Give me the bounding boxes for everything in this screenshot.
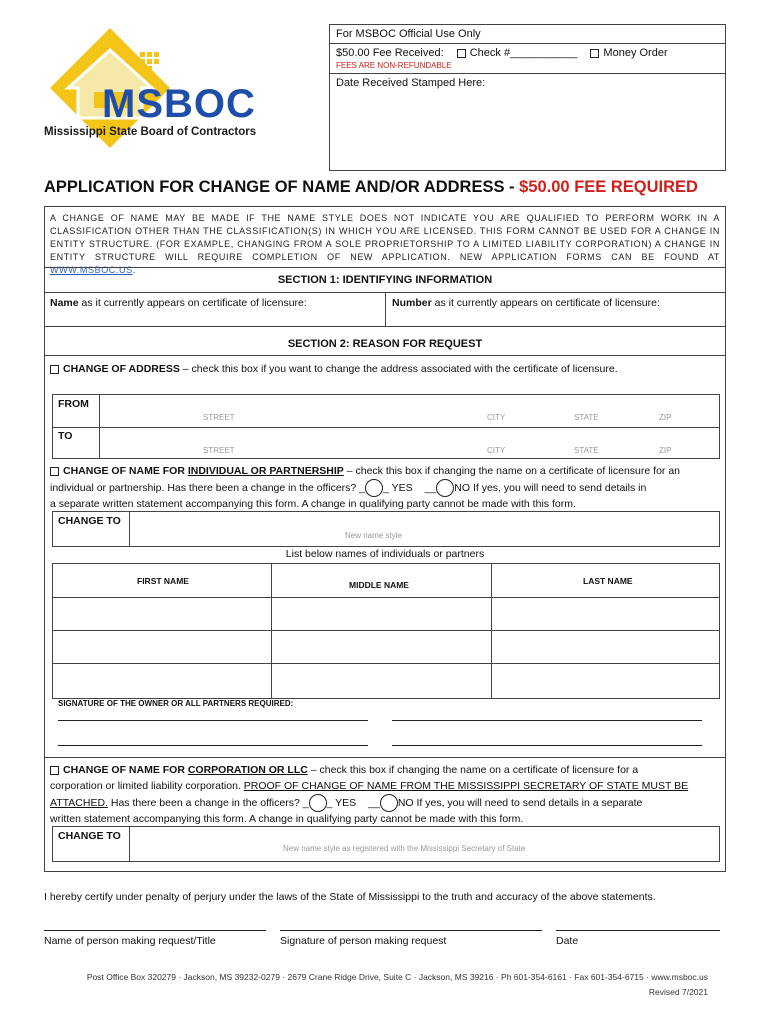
intro-end: . — [132, 265, 136, 275]
to-street-label: STREET — [203, 446, 235, 455]
signature-line-2[interactable] — [392, 712, 702, 721]
money-order-checkbox[interactable] — [590, 49, 599, 58]
divider — [44, 757, 726, 758]
fee-line — [330, 44, 725, 59]
corp-no-label: NO If yes, you will need to send details in a separate — [397, 796, 643, 809]
address-bold: CHANGE OF ADDRESS — [63, 363, 180, 375]
individual-no-radio[interactable] — [436, 479, 454, 497]
middle-name-header: MIDDLE NAME — [349, 580, 409, 590]
corp-change-to-label: CHANGE TO — [58, 830, 121, 842]
corp-line2a: corporation or limited liability corporation. — [50, 779, 244, 792]
individual-yes-radio[interactable] — [365, 479, 383, 497]
corp-new-name-input[interactable] — [130, 827, 718, 841]
logo-subtitle: Mississippi State Board of Contractors — [44, 126, 257, 138]
money-order-label: Money Order — [603, 47, 668, 59]
certify-text: I hereby certify under penalty of perjury under the laws of the State of Mississippi to the truth and accuracy of the above statements. — [44, 891, 656, 903]
check-checkbox[interactable] — [457, 49, 466, 58]
official-use-box — [329, 24, 726, 171]
corp-underline: CORPORATION OR LLC — [187, 764, 308, 776]
number-rest: as it currently appears on certificate of licensure: — [431, 297, 660, 309]
fee-label: $50.00 Fee Received: — [336, 47, 444, 59]
msboc-link[interactable]: WWW.MSBOC.US — [50, 265, 133, 275]
partners-table — [52, 563, 720, 699]
change-address-option — [50, 363, 618, 375]
divider — [44, 355, 726, 356]
logo-brand: MSBOC — [102, 82, 256, 126]
last-name-header: LAST NAME — [583, 576, 633, 586]
partner-row-1[interactable] — [53, 598, 719, 630]
name-bold: Name — [50, 297, 79, 309]
name-title-label: Name of person making request/Title — [44, 935, 216, 947]
official-title: For MSBOC Official Use Only — [330, 25, 725, 44]
name-field[interactable] — [50, 297, 380, 309]
page-title — [44, 178, 698, 197]
name-rest: as it currently appears on certificate of licensure: — [78, 297, 307, 309]
signature-request-line[interactable] — [280, 920, 542, 931]
from-zip-label: ZIP — [659, 413, 672, 422]
check-label: Check #___________ — [469, 47, 578, 59]
from-label: FROM — [58, 398, 89, 410]
divider — [44, 326, 726, 327]
individual-option: CHANGE OF NAME FOR INDIVIDUAL OR PARTNERSHIP – check this box if changing the name on a certificate of licensure for an individual or partnership. Has there been a change in the officers? _ _ YES __ NO If yes, you will need to send details in a separate written statement accompanying this form. A change in qualifying party cannot be made with this form. — [50, 464, 722, 512]
partner-row-2[interactable] — [53, 631, 719, 663]
individual-checkbox[interactable] — [50, 467, 59, 476]
corp-line3a: Has there been a change in the officers? _ — [107, 796, 309, 809]
partners-list-label: List below names of individuals or partners — [285, 548, 485, 560]
name-title-line[interactable] — [44, 920, 266, 931]
change-address-checkbox[interactable] — [50, 365, 59, 374]
individual-line1: – check this box if changing the name on a certificate of licensure for an — [343, 465, 681, 477]
individual-no-label: NO If yes, you will need to send details in — [454, 481, 647, 494]
date-received-label: Date Received Stamped Here: — [336, 77, 486, 89]
title-text: APPLICATION FOR CHANGE OF NAME AND/OR ADDRESS - — [44, 178, 520, 196]
from-street-label: STREET — [203, 413, 235, 422]
to-zip-label: ZIP — [659, 446, 672, 455]
title-fee: $50.00 FEE REQUIRED — [519, 178, 698, 196]
individual-new-name-hint: New name style — [345, 531, 402, 540]
to-address-input[interactable] — [100, 426, 718, 446]
non-refundable-note: FEES ARE NON-REFUNDABLE — [330, 59, 725, 74]
individual-line2: individual or partnership. Has there been a change in the officers? _ — [50, 481, 366, 494]
corporation-option: CHANGE OF NAME FOR CORPORATION OR LLC – check this box if changing the name on a certificate of licensure for a corporation or limited liability corporation. PROOF OF CHANGE OF NAME FROM THE MISSISSIPPI SECRETARY OF STATE MUST BE ATTACHED. Has there been a change in the officers? _ _ YES __ NO If yes, you will need to send details in a separate written statement accompanying this form. A change in qualifying party cannot be made with this form. — [50, 763, 722, 828]
individual-new-name-input[interactable] — [130, 512, 718, 534]
to-city-label: CITY — [487, 446, 506, 455]
logo — [38, 22, 278, 152]
individual-change-to-row — [52, 511, 720, 547]
first-name-header: FIRST NAME — [137, 576, 189, 586]
signature-request-label: Signature of person making request — [280, 935, 447, 947]
from-state-label: STATE — [574, 413, 599, 422]
signature-line-4[interactable] — [392, 737, 702, 746]
revised-date: Revised 7/2021 — [648, 987, 708, 997]
corp-line3u: ATTACHED. — [50, 796, 108, 809]
from-row — [52, 394, 720, 428]
signature-line-3[interactable] — [58, 737, 368, 746]
from-city-label: CITY — [487, 413, 506, 422]
corp-no-radio[interactable] — [380, 794, 398, 812]
divider — [44, 267, 726, 268]
individual-yes-label: _ YES — [383, 481, 413, 494]
corp-yes-radio[interactable] — [309, 794, 327, 812]
signature-label: SIGNATURE OF THE OWNER OR ALL PARTNERS REQUIRED: — [58, 699, 294, 708]
corp-new-name-hint: New name style as registered with the Mississippi Secretary of State — [283, 844, 526, 853]
individual-line3: a separate written statement accompanying this form. A change in qualifying party cannot be made with this form. — [50, 498, 576, 510]
address-rest: – check this box if you want to change the address associated with the certificate of licensure. — [179, 363, 618, 375]
corp-line2u: PROOF OF CHANGE OF NAME FROM THE MISSISSIPPI SECRETARY OF STATE MUST BE — [243, 779, 689, 792]
partner-row-3[interactable] — [53, 664, 719, 697]
from-address-input[interactable] — [100, 395, 718, 415]
divider — [385, 292, 386, 326]
individual-bold: CHANGE OF NAME FOR — [63, 465, 188, 477]
to-row — [52, 426, 720, 459]
section2-title: SECTION 2: REASON FOR REQUEST — [287, 338, 483, 350]
footer-address: Post Office Box 320279 · Jackson, MS 39232-0279 · 2679 Crane Ridge Drive, Suite C · Jackson, MS 39216 · Ph 601-354-6161 · Fax 601-354-6715 · www.msboc.us — [86, 972, 708, 982]
corp-yes-label: _ YES — [326, 796, 357, 809]
corporation-checkbox[interactable] — [50, 766, 59, 775]
intro-body: A CHANGE OF NAME MAY BE MADE IF THE NAME STYLE DOES NOT INDICATE YOU ARE QUALIFIED TO PERFORM WORK IN A CLASSIFICATION OTHER THAN THE CLASSIFICATION(S) IN WHICH YOU ARE LICENSED. THIS FORM CANNOT BE USED FOR A CHANGE IN ENTITY STRUCTURE. (FOR EXAMPLE, CHANGING FROM A SOLE PROPRIETORSHIP TO A LIMITED LIABILITY CORPORATION) A CHANGE IN ENTITY STRUCTURE WILL REQUIRE COMPLETION OF NEW APPLICATION. NEW APPLICATION FORMS CAN BE FOUND AT — [50, 213, 720, 262]
date-label: Date — [556, 935, 579, 947]
corp-line4: written statement accompanying this form. A change in qualifying party cannot be made with this form. — [50, 813, 524, 825]
number-bold: Number — [392, 297, 432, 309]
to-state-label: STATE — [574, 446, 599, 455]
number-field[interactable] — [392, 297, 722, 309]
to-label: TO — [58, 430, 73, 442]
corp-bold: CHANGE OF NAME FOR — [63, 764, 188, 776]
individual-underline: INDIVIDUAL OR PARTNERSHIP — [187, 465, 344, 477]
signature-line-1[interactable] — [58, 712, 368, 721]
date-line[interactable] — [556, 920, 720, 931]
section1-title: SECTION 1: IDENTIFYING INFORMATION — [277, 274, 493, 286]
individual-change-to-label: CHANGE TO — [58, 515, 121, 527]
corp-change-to-row — [52, 826, 720, 862]
corp-line1: – check this box if changing the name on a certificate of licensure for a — [307, 764, 639, 776]
